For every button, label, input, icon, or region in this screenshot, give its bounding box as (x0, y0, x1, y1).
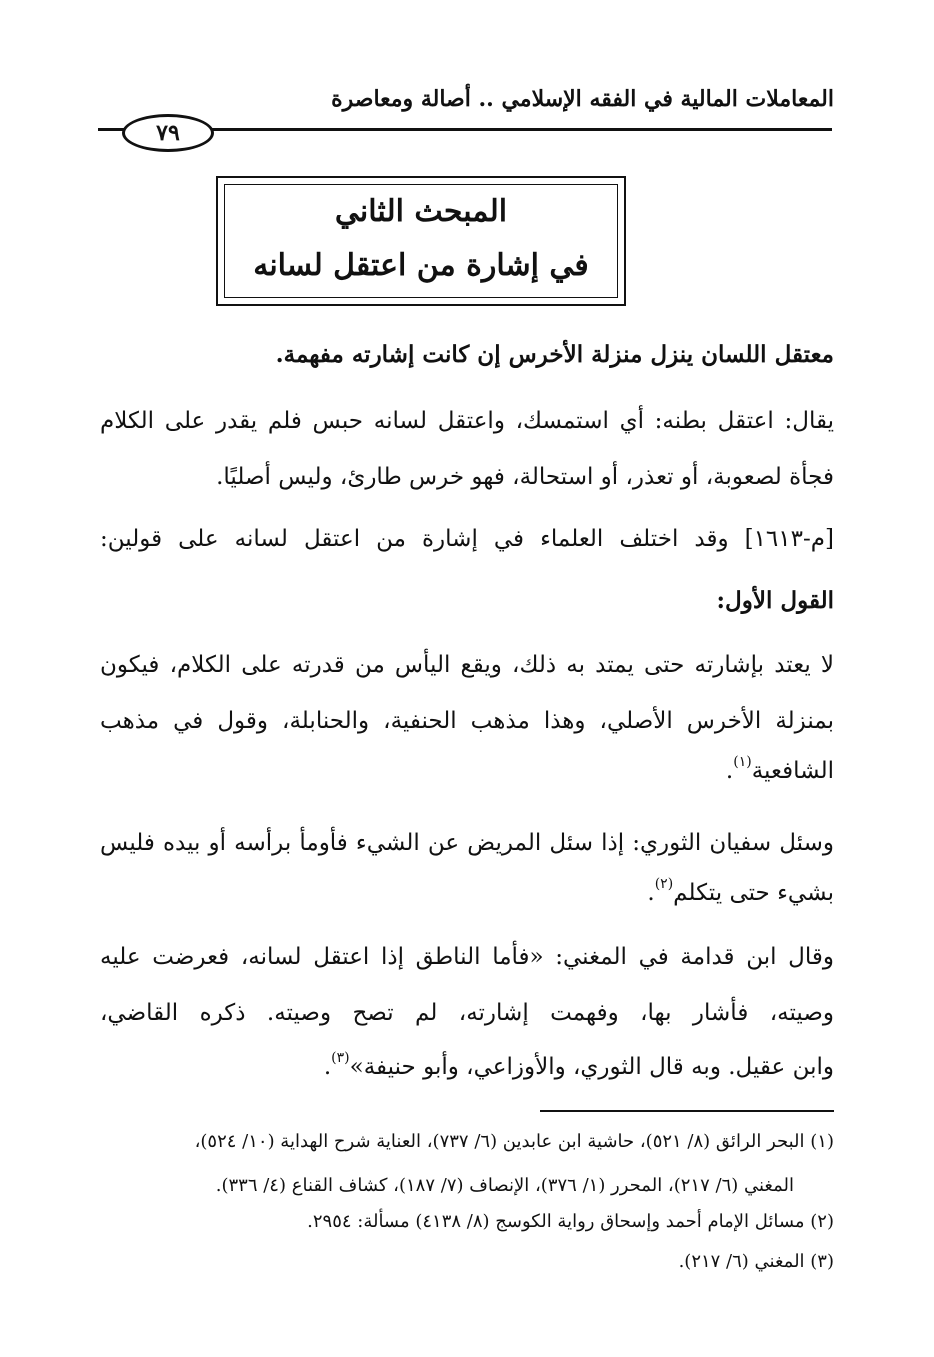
footnote-ref-1[interactable]: (١) (733, 754, 752, 770)
paragraph-6-line-3-end: . (323, 1054, 332, 1080)
section-subtitle: في إشارة من اعتقل لسانه (253, 248, 589, 283)
paragraph-1-line-1: معتقل اللسان ينزل منزلة الأخرس إن كانت إشارته مفهمة. (275, 341, 834, 368)
first-opinion-heading: القول الأول: (716, 587, 834, 614)
section-title-box (216, 176, 626, 306)
paragraph-6-line-3-text: وابن عقيل. وبه قال الثوري، والأوزاعي، وأبو حنيفة» (349, 1054, 834, 1080)
paragraph-5-line-1: وسئل سفيان الثوري: إذا سئل المريض عن الشيء فأومأ برأسه أو بيده فليس (100, 830, 834, 856)
footnote-3: (٣) المغني (٦/ ٢١٧). (678, 1251, 834, 1272)
paragraph-4-line-3-end: . (725, 758, 734, 784)
paragraph-2-line-1: يقال: اعتقل بطنه: أي استمسك، واعتقل لسانه حبس فلم يقدر على الكلام (100, 408, 834, 434)
footnote-ref-2[interactable]: (٢) (654, 876, 674, 892)
page-number: ٧٩ (122, 114, 214, 152)
footnote-1-line-1: (١) البحر الرائق (٨/ ٥٢١)، حاشية ابن عابدين (٦/ ٧٣٧)، العناية شرح الهداية (١٠/ ٥٢٤)، (194, 1131, 834, 1152)
paragraph-5-line-2 (100, 876, 834, 910)
footnote-2: (٢) مسائل الإمام أحمد وإسحاق رواية الكوسج (٨/ ٤١٣٨) مسألة: ٢٩٥٤. (307, 1211, 834, 1232)
paragraph-6-line-3 (100, 1050, 834, 1084)
paragraph-5-line-2-text: بشيء حتى يتكلم (673, 880, 834, 906)
section-title: المبحث الثاني (334, 194, 508, 229)
paragraph-3-line-1: [م-١٦١٣] وقد اختلف العلماء في إشارة من اعتقل لسانه على قولين: (100, 526, 834, 552)
paragraph-4-line-2: بمنزلة الأخرس الأصلي، وهذا مذهب الحنفية، والحنابلة، وقول في مذهب (100, 708, 834, 734)
paragraph-6-line-1: وقال ابن قدامة في المغني: «فأما الناطق إذا اعتقل لسانه، فعرضت عليه (100, 944, 834, 970)
paragraph-6-line-2: وصيته، فأشار بها، وفهمت إشارته، لم تصح وصيته. ذكره القاضي، (100, 1000, 834, 1026)
footnote-ref-3[interactable]: (٣) (331, 1050, 350, 1066)
paragraph-5-line-2-end: . (647, 880, 655, 906)
paragraph-4-line-3-text: الشافعية (751, 758, 834, 784)
paragraph-4-line-1: لا يعتد بإشارته حتى يمتد به ذلك، ويقع اليأس من قدرته على الكلام، فيكون (100, 652, 834, 678)
footnote-1-line-2: المغني (٦/ ٢١٧)، المحرر (١/ ٣٧٦)، الإنصاف (٧/ ١٨٧)، كشاف القناع (٤/ ٣٣٦). (215, 1175, 794, 1196)
running-header-title: المعاملات المالية في الفقه الإسلامي .. أصالة ومعاصرة (331, 86, 834, 112)
paragraph-4-line-3 (100, 754, 834, 788)
paragraph-2-line-2: فجأة لصعوبة، أو تعذر، أو استحالة، فهو خرس طارئ، وليس أصليًا. (216, 464, 834, 490)
footnote-separator (540, 1110, 834, 1112)
